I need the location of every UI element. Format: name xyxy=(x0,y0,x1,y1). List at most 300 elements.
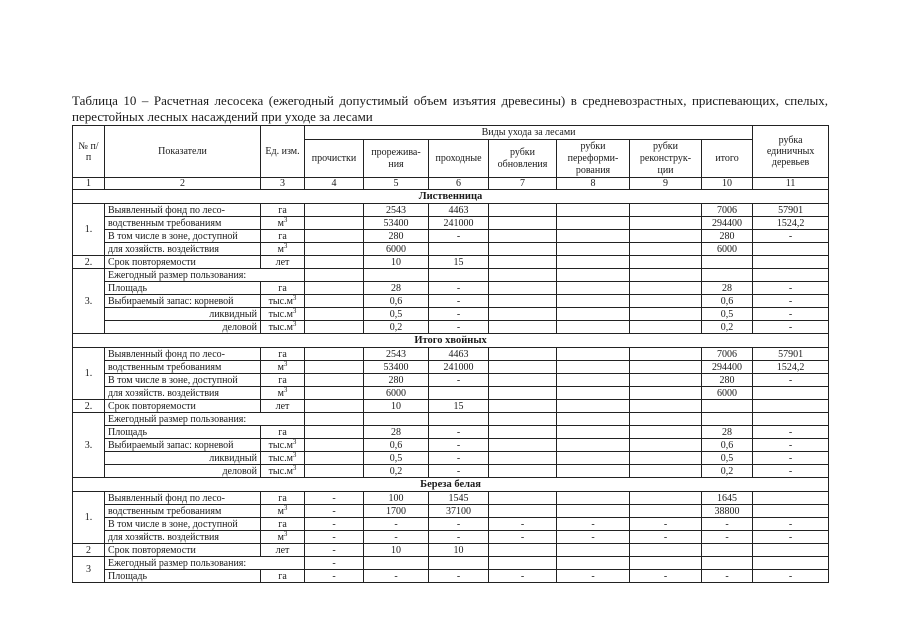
value-cell: - xyxy=(753,426,829,439)
header-passing: проходные xyxy=(429,140,489,178)
value-cell xyxy=(489,439,557,452)
value-cell xyxy=(753,492,829,505)
table-row xyxy=(73,217,829,230)
value-cell: - xyxy=(429,295,489,308)
indicator-label: Срок повторяемости xyxy=(105,256,261,269)
value-cell xyxy=(364,557,429,570)
unit-text: тыс.м xyxy=(268,439,293,451)
value-cell: 280 xyxy=(364,230,429,243)
value-cell: - xyxy=(364,518,429,531)
indicator-label: Выбираемый запас: корневой xyxy=(105,295,261,308)
value-cell xyxy=(305,217,364,230)
value-cell xyxy=(489,295,557,308)
header-single-trees: рубка единичных деревьев xyxy=(753,126,829,178)
unit-superscript: 3 xyxy=(292,438,297,446)
unit-text: га xyxy=(278,570,287,582)
value-cell: - xyxy=(429,518,489,531)
row-number: 3. xyxy=(73,413,105,478)
value-cell xyxy=(489,243,557,256)
value-cell: 1545 xyxy=(429,492,489,505)
table-row xyxy=(73,204,829,217)
unit-text: тыс.м xyxy=(268,308,293,320)
value-cell xyxy=(305,282,364,295)
indicator-label: деловой xyxy=(105,321,261,334)
table-row xyxy=(73,308,829,321)
indicator-label: Площадь xyxy=(105,570,261,583)
value-cell: 0,2 xyxy=(702,465,753,478)
value-cell: 6000 xyxy=(702,387,753,400)
value-cell xyxy=(489,256,557,269)
value-cell: - xyxy=(305,570,364,583)
table-row xyxy=(73,426,829,439)
unit-superscript: 3 xyxy=(292,307,297,315)
value-cell xyxy=(489,465,557,478)
value-cell: - xyxy=(630,518,702,531)
value-cell: - xyxy=(557,531,630,544)
value-cell: 1700 xyxy=(364,505,429,518)
value-cell xyxy=(305,308,364,321)
value-cell: 15 xyxy=(429,400,489,413)
column-number: 4 xyxy=(305,178,364,190)
header-clearing: прочистки xyxy=(305,140,364,178)
value-cell: 0,2 xyxy=(702,321,753,334)
value-cell xyxy=(489,282,557,295)
row-number: 2. xyxy=(73,400,105,413)
value-cell: 6000 xyxy=(364,243,429,256)
unit-cell xyxy=(261,452,305,465)
value-cell: - xyxy=(429,426,489,439)
table-row xyxy=(73,348,829,361)
value-cell: - xyxy=(489,518,557,531)
value-cell: - xyxy=(557,570,630,583)
value-cell: - xyxy=(305,557,364,570)
value-cell: 0,2 xyxy=(364,465,429,478)
value-cell: 0,5 xyxy=(364,452,429,465)
value-cell: 0,6 xyxy=(702,295,753,308)
empty-cell xyxy=(305,269,364,282)
unit-text: м xyxy=(277,217,284,229)
value-cell: 2543 xyxy=(364,204,429,217)
value-cell: 15 xyxy=(429,256,489,269)
value-cell: - xyxy=(753,321,829,334)
value-cell xyxy=(305,465,364,478)
value-cell: 6000 xyxy=(364,387,429,400)
table-row xyxy=(73,465,829,478)
value-cell xyxy=(557,505,630,518)
column-number: 9 xyxy=(630,178,702,190)
unit-cell xyxy=(261,282,305,295)
value-cell xyxy=(489,400,557,413)
empty-cell xyxy=(630,269,702,282)
unit-cell xyxy=(261,204,305,217)
value-cell xyxy=(557,295,630,308)
unit-cell xyxy=(261,492,305,505)
header-thinning: прорежива-ния xyxy=(364,140,429,178)
value-cell: - xyxy=(429,308,489,321)
unit-cell xyxy=(261,518,305,531)
value-cell xyxy=(489,387,557,400)
table-row xyxy=(73,452,829,465)
value-cell xyxy=(489,505,557,518)
value-cell xyxy=(753,400,829,413)
header-no: № п/п xyxy=(73,126,105,178)
section-title-row xyxy=(73,190,829,204)
unit-text: м xyxy=(277,531,284,543)
value-cell xyxy=(305,439,364,452)
value-cell xyxy=(557,400,630,413)
value-cell xyxy=(557,308,630,321)
value-cell: 241000 xyxy=(429,361,489,374)
value-cell: 294400 xyxy=(702,217,753,230)
value-cell xyxy=(429,387,489,400)
row-number: 1. xyxy=(73,492,105,544)
indicator-label: водственным требованиям xyxy=(105,505,261,518)
value-cell xyxy=(489,230,557,243)
value-cell xyxy=(630,243,702,256)
unit-cell xyxy=(261,295,305,308)
table-row xyxy=(73,282,829,295)
value-cell xyxy=(489,217,557,230)
header-unit: Ед. изм. xyxy=(261,126,305,178)
value-cell xyxy=(702,256,753,269)
value-cell: - xyxy=(429,282,489,295)
unit-text: га xyxy=(278,230,287,242)
value-cell xyxy=(753,256,829,269)
value-cell: 280 xyxy=(702,374,753,387)
unit-text: м xyxy=(277,505,284,517)
unit-cell xyxy=(261,570,305,583)
value-cell xyxy=(305,256,364,269)
header-total: итого xyxy=(702,140,753,178)
value-cell: 0,5 xyxy=(702,308,753,321)
unit-text: тыс.м xyxy=(268,295,293,307)
value-cell: - xyxy=(702,531,753,544)
section-title: Береза белая xyxy=(73,478,829,492)
unit-cell xyxy=(261,243,305,256)
table-row xyxy=(73,321,829,334)
indicator-label: Площадь xyxy=(105,426,261,439)
table-row xyxy=(73,570,829,583)
value-cell xyxy=(305,348,364,361)
value-cell xyxy=(305,374,364,387)
empty-cell xyxy=(702,269,753,282)
value-cell: 28 xyxy=(364,282,429,295)
value-cell xyxy=(630,348,702,361)
value-cell: 0,6 xyxy=(702,439,753,452)
empty-cell xyxy=(489,269,557,282)
header-indicators: Показатели xyxy=(105,126,261,178)
section-title-row xyxy=(73,478,829,492)
unit-superscript: 3 xyxy=(283,360,288,368)
header-group: Виды ухода за лесами xyxy=(305,126,753,140)
value-cell: - xyxy=(429,321,489,334)
value-cell xyxy=(702,544,753,557)
value-cell: 10 xyxy=(364,256,429,269)
indicator-label: для хозяйств. воздействия xyxy=(105,387,261,400)
column-number: 10 xyxy=(702,178,753,190)
value-cell xyxy=(557,256,630,269)
value-cell xyxy=(557,321,630,334)
unit-text: га xyxy=(278,348,287,360)
value-cell: - xyxy=(702,518,753,531)
value-cell xyxy=(305,204,364,217)
value-cell: 280 xyxy=(702,230,753,243)
section-title: Итого хвойных xyxy=(73,334,829,348)
value-cell: - xyxy=(305,544,364,557)
value-cell xyxy=(489,374,557,387)
row-number: 2 xyxy=(73,544,105,557)
value-cell xyxy=(489,557,557,570)
value-cell: 241000 xyxy=(429,217,489,230)
unit-cell xyxy=(261,426,305,439)
empty-cell xyxy=(305,413,364,426)
unit-cell xyxy=(261,400,305,413)
value-cell xyxy=(630,557,702,570)
unit-superscript: 3 xyxy=(292,294,297,302)
value-cell: 53400 xyxy=(364,361,429,374)
column-number: 2 xyxy=(105,178,261,190)
empty-cell xyxy=(364,413,429,426)
value-cell xyxy=(305,452,364,465)
unit-cell xyxy=(261,348,305,361)
table-row xyxy=(73,387,829,400)
indicator-label: Выбираемый запас: корневой xyxy=(105,439,261,452)
value-cell: - xyxy=(364,531,429,544)
value-cell xyxy=(305,387,364,400)
value-cell xyxy=(630,544,702,557)
column-number: 7 xyxy=(489,178,557,190)
value-cell xyxy=(630,282,702,295)
unit-text: га xyxy=(278,374,287,386)
value-cell: 100 xyxy=(364,492,429,505)
value-cell xyxy=(630,439,702,452)
indicator-label: водственным требованиям xyxy=(105,361,261,374)
table-row xyxy=(73,505,829,518)
unit-cell xyxy=(261,321,305,334)
indicator-label: водственным требованиям xyxy=(105,217,261,230)
table-row xyxy=(73,269,829,282)
value-cell xyxy=(630,308,702,321)
empty-cell xyxy=(557,413,630,426)
value-cell: 10 xyxy=(364,544,429,557)
indicator-label: Выявленный фонд по лесо- xyxy=(105,204,261,217)
value-cell xyxy=(630,505,702,518)
unit-superscript: 3 xyxy=(292,451,297,459)
value-cell: - xyxy=(429,570,489,583)
row-number: 2. xyxy=(73,256,105,269)
value-cell xyxy=(630,426,702,439)
value-cell xyxy=(305,426,364,439)
unit-cell xyxy=(261,374,305,387)
header-row-1 xyxy=(73,126,829,140)
value-cell xyxy=(557,492,630,505)
value-cell xyxy=(630,217,702,230)
value-cell xyxy=(630,400,702,413)
indicator-label: для хозяйств. воздействия xyxy=(105,531,261,544)
value-cell xyxy=(557,230,630,243)
table-row xyxy=(73,243,829,256)
value-cell: - xyxy=(753,452,829,465)
value-cell xyxy=(305,230,364,243)
header-reconstruction: рубки реконструк-ции xyxy=(630,140,702,178)
value-cell xyxy=(630,204,702,217)
column-number-row xyxy=(73,178,829,190)
value-cell: - xyxy=(489,570,557,583)
value-cell: 2543 xyxy=(364,348,429,361)
value-cell xyxy=(702,400,753,413)
unit-text: лет xyxy=(275,544,290,556)
value-cell xyxy=(305,321,364,334)
indicator-label: Срок повторяемости xyxy=(105,544,261,557)
unit-text: лет xyxy=(275,256,290,268)
value-cell xyxy=(489,492,557,505)
value-cell xyxy=(489,204,557,217)
unit-cell xyxy=(261,217,305,230)
value-cell: - xyxy=(753,230,829,243)
unit-superscript: 3 xyxy=(283,504,288,512)
value-cell xyxy=(305,243,364,256)
value-cell xyxy=(557,387,630,400)
header-reforming: рубки переформи-рования xyxy=(557,140,630,178)
value-cell: 0,5 xyxy=(702,452,753,465)
value-cell: - xyxy=(364,570,429,583)
value-cell: - xyxy=(753,374,829,387)
table-row xyxy=(73,557,829,570)
value-cell xyxy=(557,426,630,439)
value-cell xyxy=(557,361,630,374)
value-cell: - xyxy=(429,452,489,465)
value-cell xyxy=(489,361,557,374)
unit-cell xyxy=(261,256,305,269)
value-cell: 57901 xyxy=(753,204,829,217)
value-cell xyxy=(557,465,630,478)
row-number: 3 xyxy=(73,557,105,583)
value-cell: 7006 xyxy=(702,348,753,361)
value-cell: - xyxy=(753,518,829,531)
value-cell xyxy=(305,361,364,374)
indicator-label: ликвидный xyxy=(105,452,261,465)
table-row xyxy=(73,439,829,452)
value-cell xyxy=(753,243,829,256)
table-row xyxy=(73,492,829,505)
table-caption: Таблица 10 – Расчетная лесосека (ежегодный допустимый объем изъятия древесины) в средневозрастных, приспевающих, спелых, перестойных лесных насаждений при уходе за лесами xyxy=(72,93,828,124)
value-cell: 38800 xyxy=(702,505,753,518)
value-cell: - xyxy=(305,518,364,531)
value-cell: - xyxy=(429,230,489,243)
unit-text: га xyxy=(278,492,287,504)
value-cell xyxy=(630,387,702,400)
table-row xyxy=(73,544,829,557)
value-cell: 4463 xyxy=(429,348,489,361)
value-cell: - xyxy=(753,282,829,295)
empty-cell xyxy=(429,269,489,282)
table-row xyxy=(73,400,829,413)
row-number: 1. xyxy=(73,348,105,400)
column-number: 6 xyxy=(429,178,489,190)
value-cell: 6000 xyxy=(702,243,753,256)
value-cell xyxy=(630,256,702,269)
value-cell xyxy=(429,557,489,570)
column-number: 1 xyxy=(73,178,105,190)
value-cell: - xyxy=(630,531,702,544)
unit-text: га xyxy=(278,204,287,216)
indicator-label: Ежегодный размер пользования: xyxy=(105,269,305,282)
value-cell xyxy=(630,295,702,308)
forest-cutting-table xyxy=(72,125,829,583)
unit-cell xyxy=(261,531,305,544)
table-row xyxy=(73,531,829,544)
value-cell: - xyxy=(429,439,489,452)
value-cell: - xyxy=(429,374,489,387)
value-cell: - xyxy=(753,308,829,321)
table-row xyxy=(73,230,829,243)
value-cell: - xyxy=(305,492,364,505)
value-cell xyxy=(489,544,557,557)
empty-cell xyxy=(702,413,753,426)
value-cell: 28 xyxy=(702,426,753,439)
value-cell: - xyxy=(753,439,829,452)
indicator-label: для хозяйств. воздействия xyxy=(105,243,261,256)
column-number: 3 xyxy=(261,178,305,190)
section-title-row xyxy=(73,334,829,348)
value-cell: - xyxy=(630,570,702,583)
empty-cell xyxy=(557,269,630,282)
unit-cell xyxy=(261,505,305,518)
value-cell xyxy=(630,452,702,465)
unit-superscript: 3 xyxy=(283,386,288,394)
value-cell: 10 xyxy=(429,544,489,557)
value-cell: - xyxy=(753,465,829,478)
unit-text: га xyxy=(278,282,287,294)
value-cell xyxy=(557,243,630,256)
value-cell xyxy=(753,505,829,518)
indicator-label: Ежегодный размер пользования: xyxy=(105,557,305,570)
indicator-label: ликвидный xyxy=(105,308,261,321)
empty-cell xyxy=(753,269,829,282)
table-row xyxy=(73,518,829,531)
empty-cell xyxy=(630,413,702,426)
value-cell: 280 xyxy=(364,374,429,387)
value-cell xyxy=(630,230,702,243)
empty-cell xyxy=(489,413,557,426)
value-cell: - xyxy=(429,531,489,544)
unit-superscript: 3 xyxy=(283,530,288,538)
value-cell xyxy=(753,544,829,557)
value-cell xyxy=(489,308,557,321)
value-cell: 4463 xyxy=(429,204,489,217)
value-cell xyxy=(429,243,489,256)
unit-superscript: 3 xyxy=(292,464,297,472)
value-cell xyxy=(557,348,630,361)
value-cell: - xyxy=(753,570,829,583)
unit-text: га xyxy=(278,426,287,438)
value-cell xyxy=(630,492,702,505)
value-cell xyxy=(557,544,630,557)
indicator-label: Ежегодный размер пользования: xyxy=(105,413,305,426)
value-cell xyxy=(557,452,630,465)
section-title: Лиственница xyxy=(73,190,829,204)
value-cell xyxy=(557,282,630,295)
unit-cell xyxy=(261,465,305,478)
value-cell: - xyxy=(489,531,557,544)
table-row xyxy=(73,374,829,387)
unit-superscript: 3 xyxy=(283,242,288,250)
indicator-label: В том числе в зоне, доступной xyxy=(105,230,261,243)
value-cell xyxy=(305,400,364,413)
empty-cell xyxy=(429,413,489,426)
value-cell xyxy=(557,204,630,217)
value-cell: 1645 xyxy=(702,492,753,505)
